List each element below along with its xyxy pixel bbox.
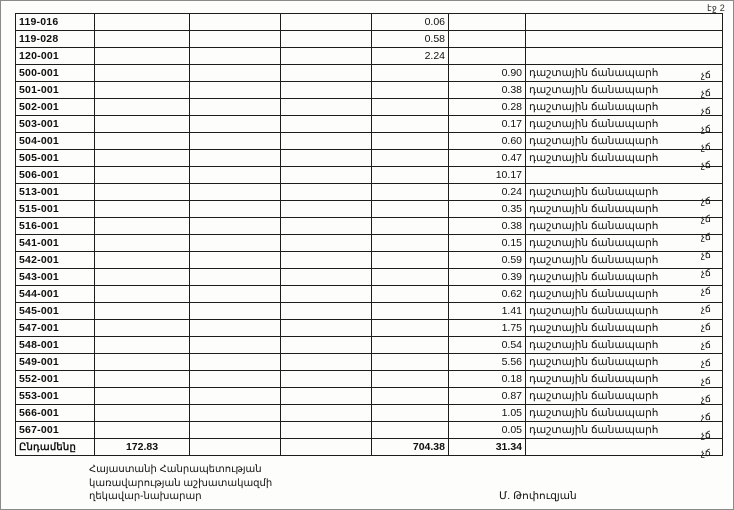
total-cell-code: Ընդամենը bbox=[16, 439, 95, 456]
cell-col_b bbox=[95, 320, 190, 337]
cell-col_f: 0.87 bbox=[449, 388, 526, 405]
cell-col_f: 0.35 bbox=[449, 201, 526, 218]
tail-annotation-column bbox=[701, 13, 731, 463]
cell-code: 543-001 bbox=[16, 269, 95, 286]
cell-col_f: 0.38 bbox=[449, 82, 526, 99]
cell-col_c bbox=[190, 286, 281, 303]
cell-description: դաշտային ճանապարհ bbox=[526, 150, 723, 167]
total-cell-col_e: 704.38 bbox=[372, 439, 449, 456]
cell-col_b bbox=[95, 269, 190, 286]
cell-col_b bbox=[95, 150, 190, 167]
tail-mark: չճ bbox=[701, 250, 711, 261]
cell-description: դաշտային ճանապարհ bbox=[526, 388, 723, 405]
cell-col_e bbox=[372, 354, 449, 371]
cell-col_f: 0.17 bbox=[449, 116, 526, 133]
cell-col_e bbox=[372, 218, 449, 235]
cell-col_e bbox=[372, 133, 449, 150]
cell-col_d bbox=[281, 184, 372, 201]
cell-col_c bbox=[190, 184, 281, 201]
tail-mark bbox=[701, 31, 731, 49]
cell-description: դաշտային ճանապարհ bbox=[526, 286, 723, 303]
cell-col_d bbox=[281, 31, 372, 48]
cell-col_c bbox=[190, 99, 281, 116]
cell-description: դաշտային ճանապարհ bbox=[526, 337, 723, 354]
cell-col_d bbox=[281, 235, 372, 252]
cell-col_d bbox=[281, 286, 372, 303]
cell-code: 544-001 bbox=[16, 286, 95, 303]
table-row bbox=[16, 320, 723, 337]
cell-col_b bbox=[95, 337, 190, 354]
table-row bbox=[16, 65, 723, 82]
cell-description: դաշտային ճանապարհ bbox=[526, 405, 723, 422]
cell-col_c bbox=[190, 320, 281, 337]
cell-col_e bbox=[372, 184, 449, 201]
cell-col_f: 1.41 bbox=[449, 303, 526, 320]
cell-col_b bbox=[95, 116, 190, 133]
cell-col_d bbox=[281, 320, 372, 337]
cell-col_f: 10.17 bbox=[449, 167, 526, 184]
cell-code: 548-001 bbox=[16, 337, 95, 354]
table-row bbox=[16, 252, 723, 269]
cell-col_d bbox=[281, 48, 372, 65]
cell-description: դաշտային ճանապարհ bbox=[526, 354, 723, 371]
table-body bbox=[16, 14, 723, 456]
total-cell-description bbox=[526, 439, 723, 456]
cell-col_e bbox=[372, 252, 449, 269]
cell-col_e bbox=[372, 65, 449, 82]
tail-mark: չճ bbox=[701, 304, 711, 315]
cell-col_c bbox=[190, 388, 281, 405]
footer-line-1: Հայաստանի Հանրապետության bbox=[89, 464, 262, 475]
cell-code: 549-001 bbox=[16, 354, 95, 371]
tail-mark: չճ bbox=[701, 430, 711, 441]
cell-col_d bbox=[281, 65, 372, 82]
cell-code: 506-001 bbox=[16, 167, 95, 184]
total-cell-col_b: 172.83 bbox=[95, 439, 190, 456]
cell-col_c bbox=[190, 422, 281, 439]
tail-mark: չճ bbox=[701, 106, 711, 117]
cell-code: 552-001 bbox=[16, 371, 95, 388]
table-total-row bbox=[16, 439, 723, 456]
cell-col_b bbox=[95, 48, 190, 65]
cell-col_b bbox=[95, 82, 190, 99]
cell-col_e bbox=[372, 303, 449, 320]
cell-col_f: 0.38 bbox=[449, 218, 526, 235]
cell-col_b bbox=[95, 252, 190, 269]
tail-mark: չճ bbox=[701, 322, 711, 333]
cell-col_f: 1.05 bbox=[449, 405, 526, 422]
tail-mark: չճ bbox=[701, 124, 711, 135]
cell-col_b bbox=[95, 99, 190, 116]
cell-col_e bbox=[372, 99, 449, 116]
cell-col_c bbox=[190, 31, 281, 48]
cell-col_c bbox=[190, 14, 281, 31]
cell-description bbox=[526, 48, 723, 65]
table-row bbox=[16, 14, 723, 31]
cell-col_b bbox=[95, 286, 190, 303]
cell-col_d bbox=[281, 388, 372, 405]
table-row bbox=[16, 48, 723, 65]
cell-description: դաշտային ճանապարհ bbox=[526, 320, 723, 337]
table-row bbox=[16, 167, 723, 184]
cell-code: 547-001 bbox=[16, 320, 95, 337]
cell-col_d bbox=[281, 303, 372, 320]
cell-description: դաշտային ճանապարհ bbox=[526, 133, 723, 150]
table-row bbox=[16, 82, 723, 99]
cell-col_c bbox=[190, 201, 281, 218]
table-row bbox=[16, 303, 723, 320]
cell-code: 120-001 bbox=[16, 48, 95, 65]
cell-col_e bbox=[372, 235, 449, 252]
cell-col_f: 0.05 bbox=[449, 422, 526, 439]
cell-code: 515-001 bbox=[16, 201, 95, 218]
table-row bbox=[16, 286, 723, 303]
cell-col_d bbox=[281, 354, 372, 371]
tail-mark: չճ bbox=[701, 376, 711, 387]
cell-description: դաշտային ճանապարհ bbox=[526, 201, 723, 218]
cell-description: դաշտային ճանապարհ bbox=[526, 371, 723, 388]
cell-col_e bbox=[372, 82, 449, 99]
cell-code: 119-016 bbox=[16, 14, 95, 31]
table-row bbox=[16, 218, 723, 235]
tail-mark: չճ bbox=[701, 142, 711, 153]
cell-col_d bbox=[281, 99, 372, 116]
cell-description: դաշտային ճանապարհ bbox=[526, 269, 723, 286]
cell-description: դաշտային ճանապարհ bbox=[526, 65, 723, 82]
cell-col_f: 0.18 bbox=[449, 371, 526, 388]
cell-col_c bbox=[190, 405, 281, 422]
cell-col_d bbox=[281, 405, 372, 422]
table-row bbox=[16, 405, 723, 422]
cell-col_f: 0.24 bbox=[449, 184, 526, 201]
cell-col_f: 0.54 bbox=[449, 337, 526, 354]
cell-code: 501-001 bbox=[16, 82, 95, 99]
total-cell-col_c bbox=[190, 439, 281, 456]
tail-mark: չճ bbox=[701, 214, 711, 225]
cell-description bbox=[526, 31, 723, 48]
cell-col_f: 0.47 bbox=[449, 150, 526, 167]
table-row bbox=[16, 133, 723, 150]
cell-col_b bbox=[95, 218, 190, 235]
cell-col_b bbox=[95, 422, 190, 439]
cell-col_c bbox=[190, 218, 281, 235]
cell-description: դաշտային ճանապարհ bbox=[526, 82, 723, 99]
cell-col_e bbox=[372, 320, 449, 337]
cell-col_d bbox=[281, 167, 372, 184]
tail-mark: չճ bbox=[701, 268, 711, 279]
cell-description: դաշտային ճանապարհ bbox=[526, 116, 723, 133]
table-row bbox=[16, 150, 723, 167]
cell-col_d bbox=[281, 337, 372, 354]
cell-col_f: 0.28 bbox=[449, 99, 526, 116]
cell-col_c bbox=[190, 48, 281, 65]
table-row bbox=[16, 99, 723, 116]
cell-col_f: 1.75 bbox=[449, 320, 526, 337]
cell-col_b bbox=[95, 405, 190, 422]
cell-col_c bbox=[190, 133, 281, 150]
cell-code: 503-001 bbox=[16, 116, 95, 133]
cell-description: դաշտային ճանապարհ bbox=[526, 252, 723, 269]
cell-col_b bbox=[95, 14, 190, 31]
cell-code: 542-001 bbox=[16, 252, 95, 269]
cell-description: դաշտային ճանապարհ bbox=[526, 422, 723, 439]
cell-col_f bbox=[449, 31, 526, 48]
cell-col_e bbox=[372, 167, 449, 184]
cell-code: 541-001 bbox=[16, 235, 95, 252]
table-row bbox=[16, 235, 723, 252]
table-row bbox=[16, 422, 723, 439]
cell-col_b bbox=[95, 371, 190, 388]
cell-col_d bbox=[281, 14, 372, 31]
cell-col_f: 0.15 bbox=[449, 235, 526, 252]
cell-col_b bbox=[95, 184, 190, 201]
table-row bbox=[16, 31, 723, 48]
page-number: էջ 2 bbox=[707, 3, 725, 13]
cell-description: դաշտային ճանապարհ bbox=[526, 184, 723, 201]
cell-col_d bbox=[281, 116, 372, 133]
table-row bbox=[16, 388, 723, 405]
cell-col_f: 0.90 bbox=[449, 65, 526, 82]
cell-code: 502-001 bbox=[16, 99, 95, 116]
cell-description: դաշտային ճանապարհ bbox=[526, 235, 723, 252]
cell-code: 545-001 bbox=[16, 303, 95, 320]
cell-col_e bbox=[372, 422, 449, 439]
cell-col_e: 0.58 bbox=[372, 31, 449, 48]
cell-col_e bbox=[372, 286, 449, 303]
cell-col_e bbox=[372, 371, 449, 388]
cell-col_e: 0.06 bbox=[372, 14, 449, 31]
cell-code: 504-001 bbox=[16, 133, 95, 150]
cell-code: 513-001 bbox=[16, 184, 95, 201]
cell-col_c bbox=[190, 354, 281, 371]
tail-mark: չճ bbox=[701, 88, 711, 99]
tail-mark bbox=[701, 49, 731, 67]
cell-col_d bbox=[281, 269, 372, 286]
cell-code: 516-001 bbox=[16, 218, 95, 235]
cell-code: 566-001 bbox=[16, 405, 95, 422]
cell-col_e: 2.24 bbox=[372, 48, 449, 65]
table-row bbox=[16, 354, 723, 371]
cell-col_b bbox=[95, 133, 190, 150]
table-row bbox=[16, 201, 723, 218]
cell-description: դաշտային ճանապարհ bbox=[526, 303, 723, 320]
total-cell-col_f: 31.34 bbox=[449, 439, 526, 456]
tail-mark bbox=[701, 175, 731, 193]
cell-col_e bbox=[372, 150, 449, 167]
cell-code: 119-028 bbox=[16, 31, 95, 48]
table-row bbox=[16, 184, 723, 201]
cell-col_c bbox=[190, 167, 281, 184]
total-cell-col_d bbox=[281, 439, 372, 456]
cell-col_c bbox=[190, 150, 281, 167]
table-row bbox=[16, 269, 723, 286]
land-parcel-table bbox=[15, 13, 723, 456]
tail-mark: չճ bbox=[701, 394, 711, 405]
cell-col_f bbox=[449, 48, 526, 65]
tail-mark: չճ bbox=[701, 340, 711, 351]
cell-col_c bbox=[190, 269, 281, 286]
cell-col_e bbox=[372, 405, 449, 422]
footer-block bbox=[89, 463, 272, 504]
cell-col_c bbox=[190, 235, 281, 252]
cell-col_d bbox=[281, 201, 372, 218]
footer-line-2: կառավարության աշխատակազմի bbox=[89, 477, 273, 489]
cell-col_f bbox=[449, 14, 526, 31]
cell-description: դաշտային ճանապարհ bbox=[526, 218, 723, 235]
cell-col_d bbox=[281, 252, 372, 269]
tail-mark: չճ bbox=[701, 232, 711, 243]
cell-col_e bbox=[372, 388, 449, 405]
cell-col_e bbox=[372, 201, 449, 218]
cell-col_e bbox=[372, 116, 449, 133]
cell-col_f: 0.62 bbox=[449, 286, 526, 303]
tail-mark: չճ bbox=[701, 286, 711, 297]
cell-code: 553-001 bbox=[16, 388, 95, 405]
cell-col_f: 5.56 bbox=[449, 354, 526, 371]
tail-mark: չճ bbox=[701, 412, 711, 423]
cell-col_c bbox=[190, 303, 281, 320]
cell-col_c bbox=[190, 337, 281, 354]
tail-mark: չճ bbox=[701, 160, 711, 171]
cell-col_d bbox=[281, 133, 372, 150]
tail-mark: չճ bbox=[701, 70, 711, 81]
table-row bbox=[16, 371, 723, 388]
cell-code: 567-001 bbox=[16, 422, 95, 439]
cell-col_d bbox=[281, 82, 372, 99]
cell-col_c bbox=[190, 116, 281, 133]
cell-code: 505-001 bbox=[16, 150, 95, 167]
cell-col_e bbox=[372, 337, 449, 354]
cell-col_d bbox=[281, 422, 372, 439]
cell-col_b bbox=[95, 388, 190, 405]
cell-col_d bbox=[281, 150, 372, 167]
tail-mark: չճ bbox=[701, 358, 711, 369]
table-row bbox=[16, 337, 723, 354]
cell-description bbox=[526, 167, 723, 184]
cell-col_f: 0.59 bbox=[449, 252, 526, 269]
cell-col_c bbox=[190, 82, 281, 99]
cell-col_e bbox=[372, 269, 449, 286]
cell-col_b bbox=[95, 303, 190, 320]
footer-line-3: ղեկավար-նախարար bbox=[89, 491, 202, 502]
cell-col_c bbox=[190, 252, 281, 269]
cell-col_d bbox=[281, 218, 372, 235]
signature-name: Մ. Թոփուզյան bbox=[499, 490, 577, 502]
cell-code: 500-001 bbox=[16, 65, 95, 82]
cell-col_b bbox=[95, 65, 190, 82]
cell-col_f: 0.39 bbox=[449, 269, 526, 286]
cell-col_b bbox=[95, 31, 190, 48]
tail-mark: չճ bbox=[701, 448, 711, 459]
table-row bbox=[16, 116, 723, 133]
cell-col_b bbox=[95, 354, 190, 371]
cell-col_b bbox=[95, 201, 190, 218]
tail-mark bbox=[701, 13, 731, 31]
cell-col_b bbox=[95, 167, 190, 184]
cell-col_c bbox=[190, 371, 281, 388]
cell-col_c bbox=[190, 65, 281, 82]
cell-description: դաշտային ճանապարհ bbox=[526, 99, 723, 116]
cell-description bbox=[526, 14, 723, 31]
cell-col_d bbox=[281, 371, 372, 388]
tail-mark: չճ bbox=[701, 196, 711, 207]
cell-col_b bbox=[95, 235, 190, 252]
cell-col_f: 0.60 bbox=[449, 133, 526, 150]
